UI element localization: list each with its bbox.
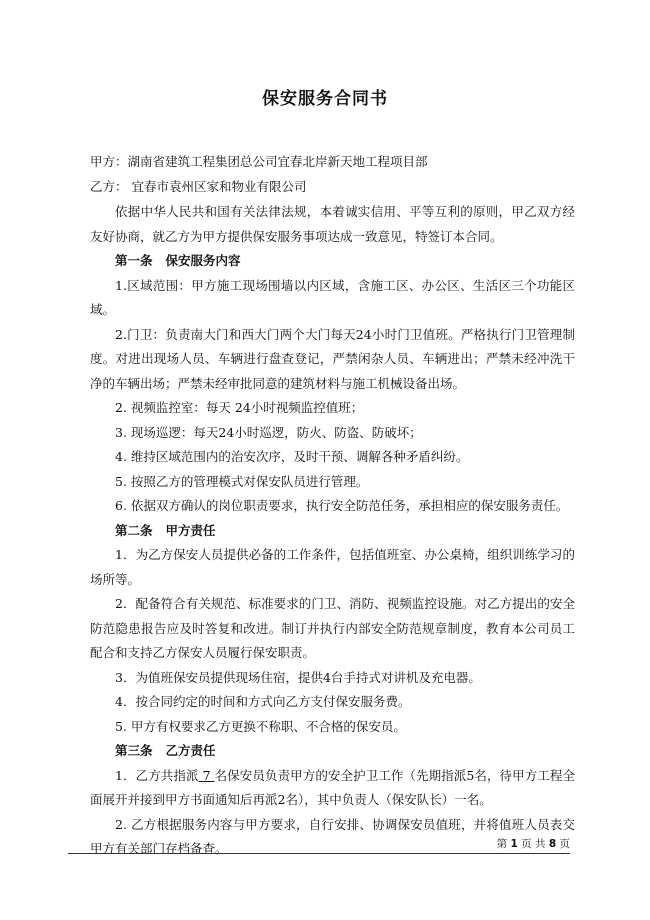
article-heading: 第一条 保安服务内容 bbox=[115, 253, 241, 268]
clause: 4．按合同约定的时间和方式向乙方支付保安服务费。 bbox=[115, 694, 411, 709]
article-heading: 第三条 乙方责任 bbox=[115, 743, 216, 758]
party-b: 乙方： 宜春市袁州区家和物业有限公司 bbox=[90, 179, 307, 194]
article-heading: 第二条 甲方责任 bbox=[115, 522, 216, 538]
footer-text: 第 bbox=[496, 838, 511, 850]
clause: 6. 依据双方确认的岗位职责要求，执行安全防范任务，承担相应的保安服务责任。 bbox=[115, 498, 569, 513]
clause: 4. 维持区域范围内的治安次序，及时干预、调解各种矛盾纠纷。 bbox=[115, 449, 469, 464]
footer-divider bbox=[68, 853, 570, 854]
clause: 2．配备符合有关规范、标准要求的门卫、消防、视频监控设施。对乙方提出的安全防范隐患报告应及时答复和改进。制订并执行内部安全防范规章制度，教育本公司员工配合和支持乙方保安人员履行保安职责。 bbox=[90, 596, 575, 660]
clause: 3. 现场巡逻：每天24小时巡逻，防火、防盗、防破坏； bbox=[115, 424, 422, 440]
clause: 2.门卫：负责南大门和西大门两个大门每天24小时门卫值班。严格执行门卫管理制度。对进出现场人员、车辆进行盘查登记，严禁闲杂人员、车辆进出；严禁未经冲洗干净的车辆出场；严禁未经审批同意的建筑材料与施工机械设备出场。 bbox=[90, 326, 575, 391]
footer-text: 页 bbox=[556, 838, 570, 850]
clause: 2. 视频监控室：每天 24小时视频监控值班； bbox=[115, 400, 364, 415]
clause: 5. 甲方有权要求乙方更换不称职、不合格的保安员。 bbox=[115, 718, 406, 734]
clause: 2. 乙方根据服务内容与甲方要求，自行安排、协调保安员值班，并将值班人员表交甲方有关部门存档备查。 bbox=[90, 816, 575, 856]
clause: 5. 按照乙方的管理模式对保安队员进行管理。 bbox=[115, 473, 369, 489]
page-number: 1 bbox=[510, 838, 518, 850]
footer-text: 页 共 bbox=[517, 838, 549, 850]
guard-count: 7 bbox=[198, 767, 215, 783]
page-footer bbox=[497, 836, 570, 851]
clause-text: 1．乙方共指派 bbox=[115, 767, 199, 783]
page-total: 8 bbox=[548, 838, 557, 850]
clause: 1．为乙方保安人员提供必备的工作条件，包括值班室、办公桌椅，组织训练学习的场所等。 bbox=[90, 547, 575, 587]
clause-text: 名保安员负责甲方的安全护卫工作（先期指派5名，待甲方工程全面展开并接到甲方书面通知后再派2名），其中负责人（保安队长）一名。 bbox=[90, 767, 575, 807]
party-a: 甲方：湖南省建筑工程集团总公司宜春北岸新天地工程项目部 bbox=[90, 154, 428, 169]
clause: 3．为值班保安员提供现场住宿，提供4台手持式对讲机及充电器。 bbox=[115, 669, 481, 685]
preamble: 依据中华人民共和国有关法律法规，本着诚实信用、平等互利的原则，甲乙双方经友好协商，就乙方为甲方提供保安服务事项达成一致意见，特签订本合同。 bbox=[90, 204, 575, 244]
document-body bbox=[90, 150, 575, 862]
clause: 1.区域范围：甲方施工现场围墙以内区域，含施工区、办公区、生活区三个功能区域。 bbox=[90, 277, 575, 317]
clause bbox=[90, 764, 575, 813]
document-title: 保安服务合同书 bbox=[262, 89, 388, 109]
